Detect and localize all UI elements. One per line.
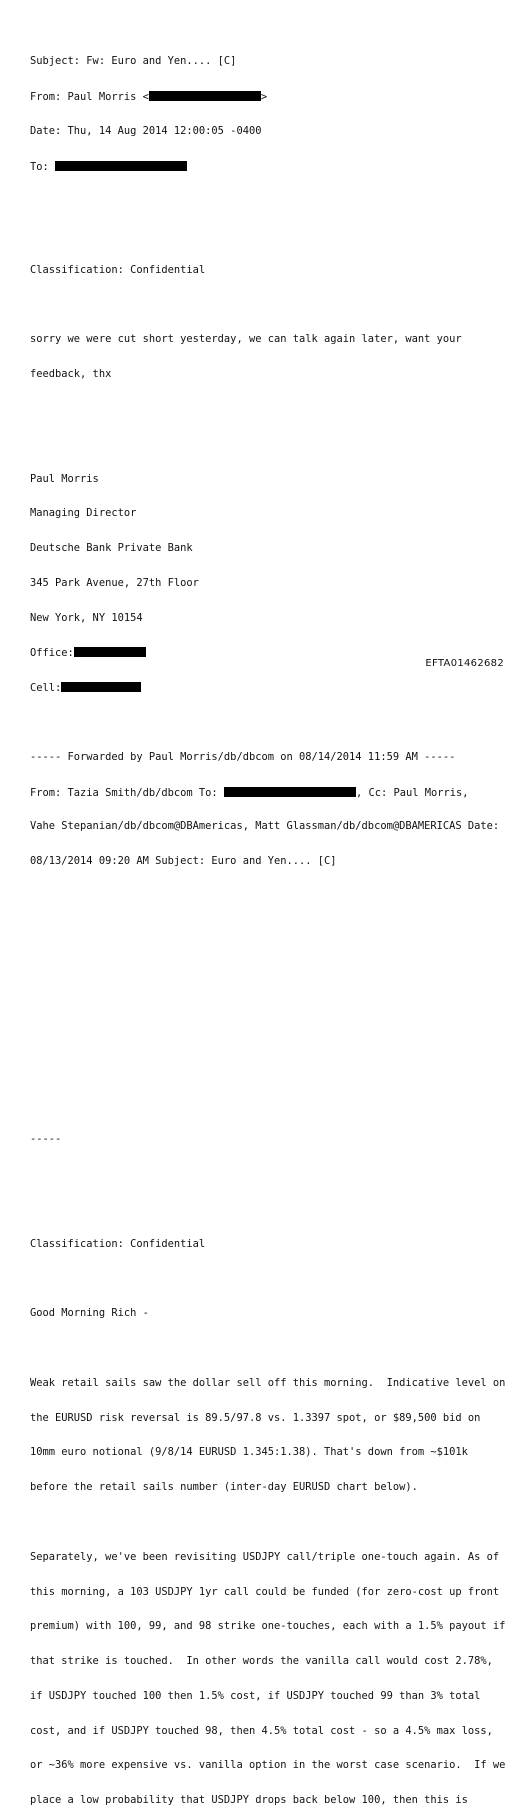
redacted-forward-to — [224, 787, 356, 797]
para2-line-8: place a low probability that USDJPY drops back below 100, then this is — [30, 1794, 468, 1807]
redacted-office-phone — [74, 647, 146, 657]
cell-label: Cell: — [30, 682, 62, 695]
from-line — [30, 91, 500, 103]
document-id: EFTA01462682 — [425, 658, 504, 669]
para1-line-1: Weak retail sails saw the dollar sell off this morning. Indicative level on — [30, 1376, 506, 1389]
para2-line-5: if USDJPY touched 100 then 1.5% cost, if USDJPY touched 99 than 3% total — [30, 1689, 481, 1702]
signature-company: Deutsche Bank Private Bank — [30, 542, 193, 555]
para1-line-3: 10mm euro notional (9/8/14 EURUSD 1.345:1.38). That's down from ~$101k — [30, 1446, 468, 1459]
forward-banner: ----- Forwarded by Paul Morris/db/dbcom on 08/14/2014 11:59 AM ----- — [30, 750, 456, 763]
forward-from-line — [30, 787, 500, 799]
date-line: Date: Thu, 14 Aug 2014 12:00:05 -0400 — [30, 124, 262, 137]
forward-cc: , Cc: Paul Morris, — [355, 786, 469, 799]
signature-address-1: 345 Park Avenue, 27th Floor — [30, 576, 199, 589]
para2-line-7: or ~36% more expensive vs. vanilla option in the worst case scenario. If we — [30, 1759, 506, 1772]
signature-title: Managing Director — [30, 507, 137, 520]
signature-address-2: New York, NY 10154 — [30, 611, 143, 624]
redacted-cell-phone — [61, 682, 141, 692]
email-document — [30, 33, 506, 1818]
to-label: To: — [30, 160, 56, 173]
forward-recipients: Vahe Stepanian/db/dbcom@DBAmericas, Matt Glassman/db/dbcom@DBAMERICAS Date: — [30, 820, 500, 833]
classification-bottom: Classification: Confidential — [30, 1237, 206, 1250]
redacted-email-from — [149, 91, 261, 101]
intro-line-1: sorry we were cut short yesterday, we can talk again later, want your — [30, 333, 462, 346]
separator: ----- — [30, 1133, 62, 1146]
classification-top: Classification: Confidential — [30, 263, 206, 276]
to-line — [30, 161, 500, 173]
redacted-email-to — [55, 161, 187, 171]
para2-line-3: premium) with 100, 99, and 98 strike one-touches, each with a 1.5% payout if — [30, 1620, 506, 1633]
signature-cell — [30, 682, 500, 694]
forward-date-subject: 08/13/2014 09:20 AM Subject: Euro and Yen.... [C] — [30, 855, 337, 868]
from-prefix: From: Paul Morris < — [30, 90, 149, 103]
signature-name: Paul Morris — [30, 472, 99, 485]
para2-line-4: that strike is touched. In other words the vanilla call would cost 2.78%, — [30, 1655, 493, 1668]
greeting: Good Morning Rich - — [30, 1307, 149, 1320]
para2-line-6: cost, and if USDJPY touched 98, then 4.5% total cost - so a 4.5% max loss, — [30, 1724, 493, 1737]
para1-line-4: before the retail sails number (inter-day EURUSD chart below). — [30, 1481, 418, 1494]
para2-line-2: this morning, a 103 USDJPY 1yr call could be funded (for zero-cost up front — [30, 1585, 500, 1598]
forward-from: From: Tazia Smith/db/dbcom To: — [30, 786, 224, 799]
intro-line-2: feedback, thx — [30, 368, 112, 381]
para2-line-1: Separately, we've been revisiting USDJPY call/triple one-touch again. As of — [30, 1550, 500, 1563]
subject-line: Subject: Fw: Euro and Yen.... [C] — [30, 55, 237, 68]
office-label: Office: — [30, 647, 74, 660]
from-suffix: > — [260, 90, 268, 103]
para1-line-2: the EURUSD risk reversal is 89.5/97.8 vs. 1.3397 spot, or $89,500 bid on — [30, 1411, 481, 1424]
